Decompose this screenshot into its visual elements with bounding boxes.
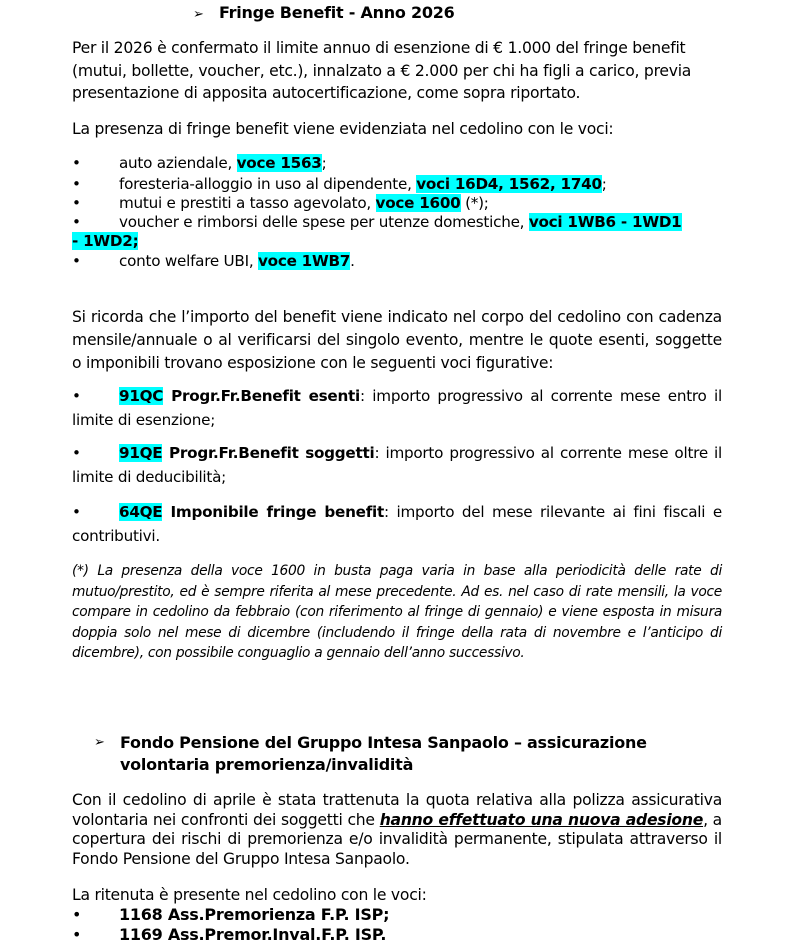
section-title-text: Fringe Benefit - Anno 2026 [219, 3, 455, 22]
bullet-icon: • [72, 154, 81, 172]
figurative-item: • 64QE Imponibile fringe benefit: importo del mese rilevante ai fini fiscali e contributivi. [72, 503, 722, 545]
list-item: • mutui e prestiti a tasso agevolato, voce 1600 (*); [72, 194, 489, 212]
voice-code-highlight: - 1WD2; [72, 232, 139, 250]
bullet-icon: • [72, 213, 81, 231]
bullet-icon: • [72, 444, 81, 462]
figurative-item: • 91QC Progr.Fr.Benefit esenti: importo progressivo al corrente mese entro il limite di esenzione; [72, 387, 722, 429]
list-item: • foresteria-alloggio in uso al dipendente, voci 16D4, 1562, 1740; [72, 175, 607, 193]
emphasis-new-adhesion: hanno effettuato una nuova adesione [379, 810, 704, 829]
list-item-continuation [72, 232, 722, 250]
voice-code-highlight: voci 1WB6 - 1WD1 [528, 213, 682, 231]
list-item: • conto welfare UBI, voce 1WB7. [72, 252, 355, 270]
reminder-paragraph: Si ricorda che l’importo del benefit viene indicato nel corpo del cedolino con cadenza mensile/annuale o al verificarsi del singolo evento, mentre le quote esenti, soggette o imponibili trovano esposizione con le seguenti voci figurative: [72, 308, 722, 372]
bullet-icon: • [72, 175, 81, 193]
arrow-bullet-icon: ➢ [193, 7, 204, 22]
voice-code-highlight: 91QC [119, 387, 164, 405]
section-title-fondo-pensione [94, 732, 720, 776]
bullet-icon: • [72, 252, 81, 270]
voice-code-highlight: voce 1600 [375, 194, 461, 212]
voice-code-highlight: voce 1563 [236, 154, 322, 172]
list-item: • auto aziendale, voce 1563; [72, 154, 327, 172]
footnote: (*) La presenza della voce 1600 in busta paga varia in base alla periodicità delle rate di mutuo/prestito, ed è sempre riferita al mese precedente. Ad es. nel caso di rate mensili, la voce compare in cedolino da febbraio (con riferimento al fringe di gennaio) e viene esposta in misura doppia solo nel mese di dicembre (includendo il fringe della rata di novembre e l’anticipo di dicembre), con possibile conguaglio a gennaio dell’anno successivo. [72, 563, 722, 661]
section-title-fringe-benefit [193, 3, 454, 22]
voice-code-highlight: voce 1WB7 [257, 252, 351, 270]
voice-code-highlight: 64QE [119, 503, 163, 521]
arrow-bullet-icon: ➢ [94, 735, 105, 750]
bullet-icon: • [72, 503, 81, 521]
list-intro: La presenza di fringe benefit viene evidenziata nel cedolino con le voci: [72, 120, 614, 138]
bullet-icon: • [72, 194, 81, 212]
bullet-icon: • [72, 925, 82, 944]
bullet-icon: • [72, 387, 81, 405]
voice-code-highlight: 91QE [119, 444, 163, 462]
figurative-item: • 91QE Progr.Fr.Benefit soggetti: importo progressivo al corrente mese oltre il limite di deducibilità; [72, 444, 722, 486]
voice-code-highlight: voci 16D4, 1562, 1740 [416, 175, 602, 193]
list-intro: La ritenuta è presente nel cedolino con le voci: [72, 886, 427, 904]
list-item: • 1169 Ass.Premor.Inval.F.P. ISP. [72, 925, 387, 944]
list-item: • 1168 Ass.Premorienza F.P. ISP; [72, 905, 390, 924]
intro-paragraph: Per il 2026 è confermato il limite annuo di esenzione di € 1.000 del fringe benefit (mutui, bollette, voucher, etc.), innalzato a € 2.000 per chi ha figli a carico, previa presentazione di apposita autocertificazione, come sopra riportato. [72, 39, 692, 102]
bullet-icon: • [72, 905, 82, 924]
insurance-paragraph: Con il cedolino di aprile è stata trattenuta la quota relativa alla polizza assicurativa volontaria nei confronti dei soggetti che hanno effettuato una nuova adesione, a copertura dei rischi di premorienza e/o invalidità permanente, stipulata attraverso il Fondo Pensione del Gruppo Intesa Sanpaolo. [72, 791, 722, 868]
list-item: • voucher e rimborsi delle spese per utenze domestiche, voci 1WB6 - 1WD1 [72, 213, 682, 231]
section-title-text: Fondo Pensione del Gruppo Intesa Sanpaolo – assicurazione volontaria premorienza/invalidità [120, 733, 647, 774]
